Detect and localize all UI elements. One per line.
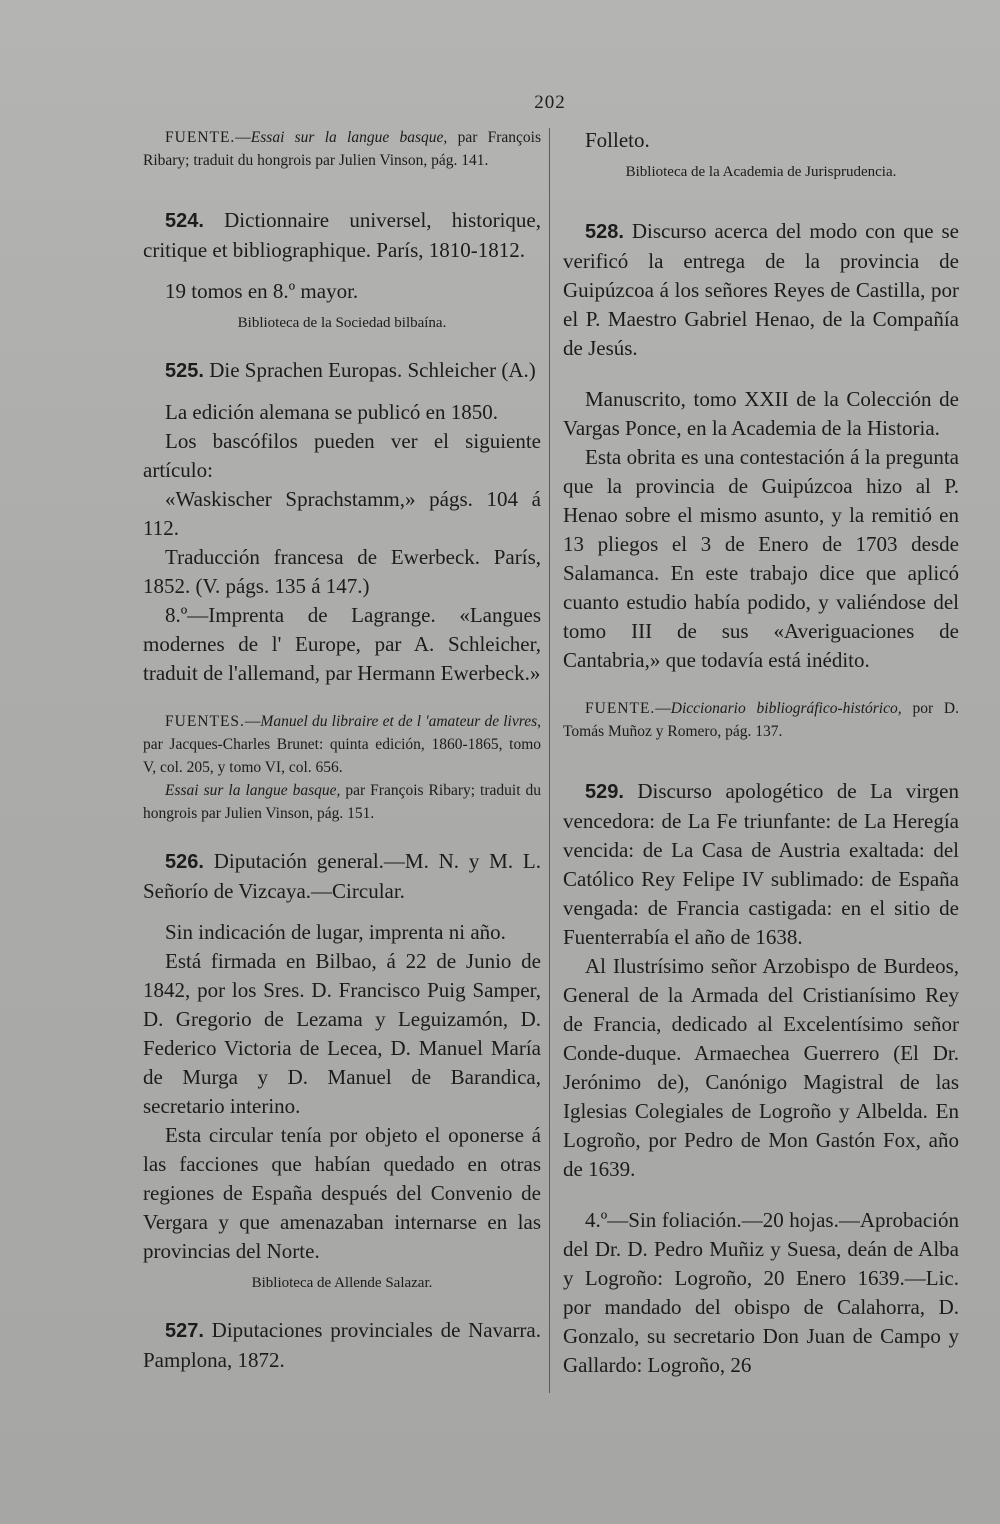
source-note: FUENTE.—Diccionario bibliográfico-histórico, por D. Tomás Muñoz y Romero, pág. 137.: [563, 700, 960, 740]
entry-528-p1: Manuscrito, tomo XXII de la Colección de Vargas Ponce, en la Academia de la Historia.: [563, 387, 959, 440]
page-number: 202: [534, 92, 566, 113]
entry-524-library: Biblioteca de la Sociedad bilbaína.: [237, 315, 447, 331]
entry-526-p1: Sin indicación de lugar, imprenta ni año.: [165, 920, 506, 944]
entry-528-p2: Esta obrita es una contestación á la pregunta que la provincia de Guipúzcoa hizo al P. Henao sobre el mismo asunto, y la remitió en 13 pliegos el 3 de Enero de 1703 desde Salamanca. En este trabajo dice que aplicó cuanto estudio había podido, y valiéndose del tomo III de sus «Averiguaciones de Cantabria,» que todavía está inédito.: [563, 445, 959, 672]
entry-529-p2: 4.º—Sin foliación.—20 hojas.—Aprobación del Dr. D. Pedro Muñiz y Suesa, deán de Alba y Logroño: Logroño, 20 Enero 1639.—Lic. por mandado del obispo de Calahorra, D. Gonzalo, su secretario Don Juan de Campo y Gallardo: Logroño, 26: [563, 1208, 959, 1377]
right-column: [563, 126, 959, 1380]
entry-525-p5: 8.º—Imprenta de Lagrange. «Langues modernes de l' Europe, par A. Schleicher, traduit de l'allemand, par Hermann Ewerbeck.»: [143, 603, 541, 685]
entry-528-heading: 528. Discurso acerca del modo con que se verificó la entrega de la provincia de Guipúzcoa á los señores Reyes de Castilla, por el P. Maestro Gabriel Henao, de la Compañía de Jesús.: [563, 219, 959, 360]
entry-525-p4: Traducción francesa de Ewerbeck. París, 1852. (V. págs. 135 á 147.): [143, 545, 541, 598]
entry-525-heading: 525. Die Sprachen Europas. Schleicher (A.): [165, 358, 536, 382]
folleto-line: Folleto.: [585, 128, 650, 152]
entry-number: 528.: [585, 221, 624, 243]
entry-number: 529.: [585, 781, 624, 803]
entry-number: 527.: [165, 1320, 204, 1342]
entry-525-p1: La edición alemana se publicó en 1850.: [165, 400, 498, 424]
left-column: [143, 126, 541, 1375]
source-title: Essai sur la langue basque,: [165, 782, 341, 799]
entry-529-p1: Al Ilustrísimo señor Arzobispo de Burdeos, General de la Armada del Cristianísimo Rey de Francia, dedicado al Excelentísimo señor Conde-duque. Armaechea Guerrero (El Dr. Jerónimo de), Canónigo Magistral de las Iglesias Colegiales de Logroño y Albelda. En Logroño, por Pedro de Mon Gastón Fox, año de 1639.: [563, 954, 959, 1181]
source-note: FUENTE.—Essai sur la langue basque, par François Ribary; traduit du hongrois par Julien Vinson, pág. 141.: [143, 129, 541, 169]
source-label: FUENTE.: [585, 700, 656, 717]
entry-526-p2: Está firmada en Bilbao, á 22 de Junio de 1842, por los Sres. D. Francisco Puig Samper, D. Gregorio de Lezama y Leguizamón, D. Federico Victoria de Lecea, D. Manuel María de Murga y D. Manuel de Barandica, secretario interino.: [143, 949, 541, 1118]
entry-number: 526.: [165, 851, 204, 873]
source-title: Diccionario bibliográfico-histórico,: [670, 700, 902, 717]
entry-525-p2: Los bascófilos pueden ver el siguiente artículo:: [143, 429, 541, 482]
source-title: Manuel du libraire et de l 'amateur de livres,: [260, 713, 541, 730]
entry-number: 525.: [165, 360, 204, 382]
entry-529-heading: 529. Discurso apologético de La virgen vencedora: de La Fe triunfante: de La Heregía vencida: de La Casa de Austria exaltada: del Católico Rey Felipe IV sublimado: de España vengada: de Francia castigada: en el sitio de Fuenterrabía el año de 1638.: [563, 779, 959, 949]
sources-label: FUENTES.: [165, 713, 245, 730]
library-note: Biblioteca de la Academia de Jurisprudencia.: [625, 164, 897, 180]
entry-524-heading: 524. Dictionnaire universel, historique, critique et bibliographique. París, 1810-1812.: [143, 208, 541, 262]
entry-524-desc: 19 tomos en 8.º mayor.: [165, 279, 359, 303]
sources-note: FUENTES.—Manuel du libraire et de l 'amateur de livres, par Jacques-Charles Brunet: quinta edición, 1860-1865, tomo V, col. 205, y tomo VI, col. 656.: [143, 713, 541, 776]
entry-number: 524.: [165, 210, 204, 232]
entry-526-library: Biblioteca de Allende Salazar.: [251, 1275, 433, 1291]
entry-526-heading: 526. Diputación general.—M. N. y M. L. Señorío de Vizcaya.—Circular.: [143, 849, 541, 903]
sources-note-2: Essai sur la langue basque, par François Ribary; traduit du hongrois par Julien Vinson, pág. 151.: [143, 782, 541, 822]
source-title: Essai sur la langue basque,: [250, 129, 448, 146]
entry-526-p3: Esta circular tenía por objeto el oponerse á las facciones que habían quedado en otras regiones de España después del Convenio de Vergara y que amenazaban internarse en las provincias del Norte.: [143, 1123, 541, 1263]
source-label: FUENTE.: [165, 129, 236, 146]
column-divider: [549, 128, 550, 1393]
entry-527-heading: 527. Diputaciones provinciales de Navarra. Pamplona, 1872.: [143, 1318, 541, 1372]
entry-525-p3: «Waskischer Sprachstamm,» págs. 104 á 112.: [143, 487, 541, 540]
